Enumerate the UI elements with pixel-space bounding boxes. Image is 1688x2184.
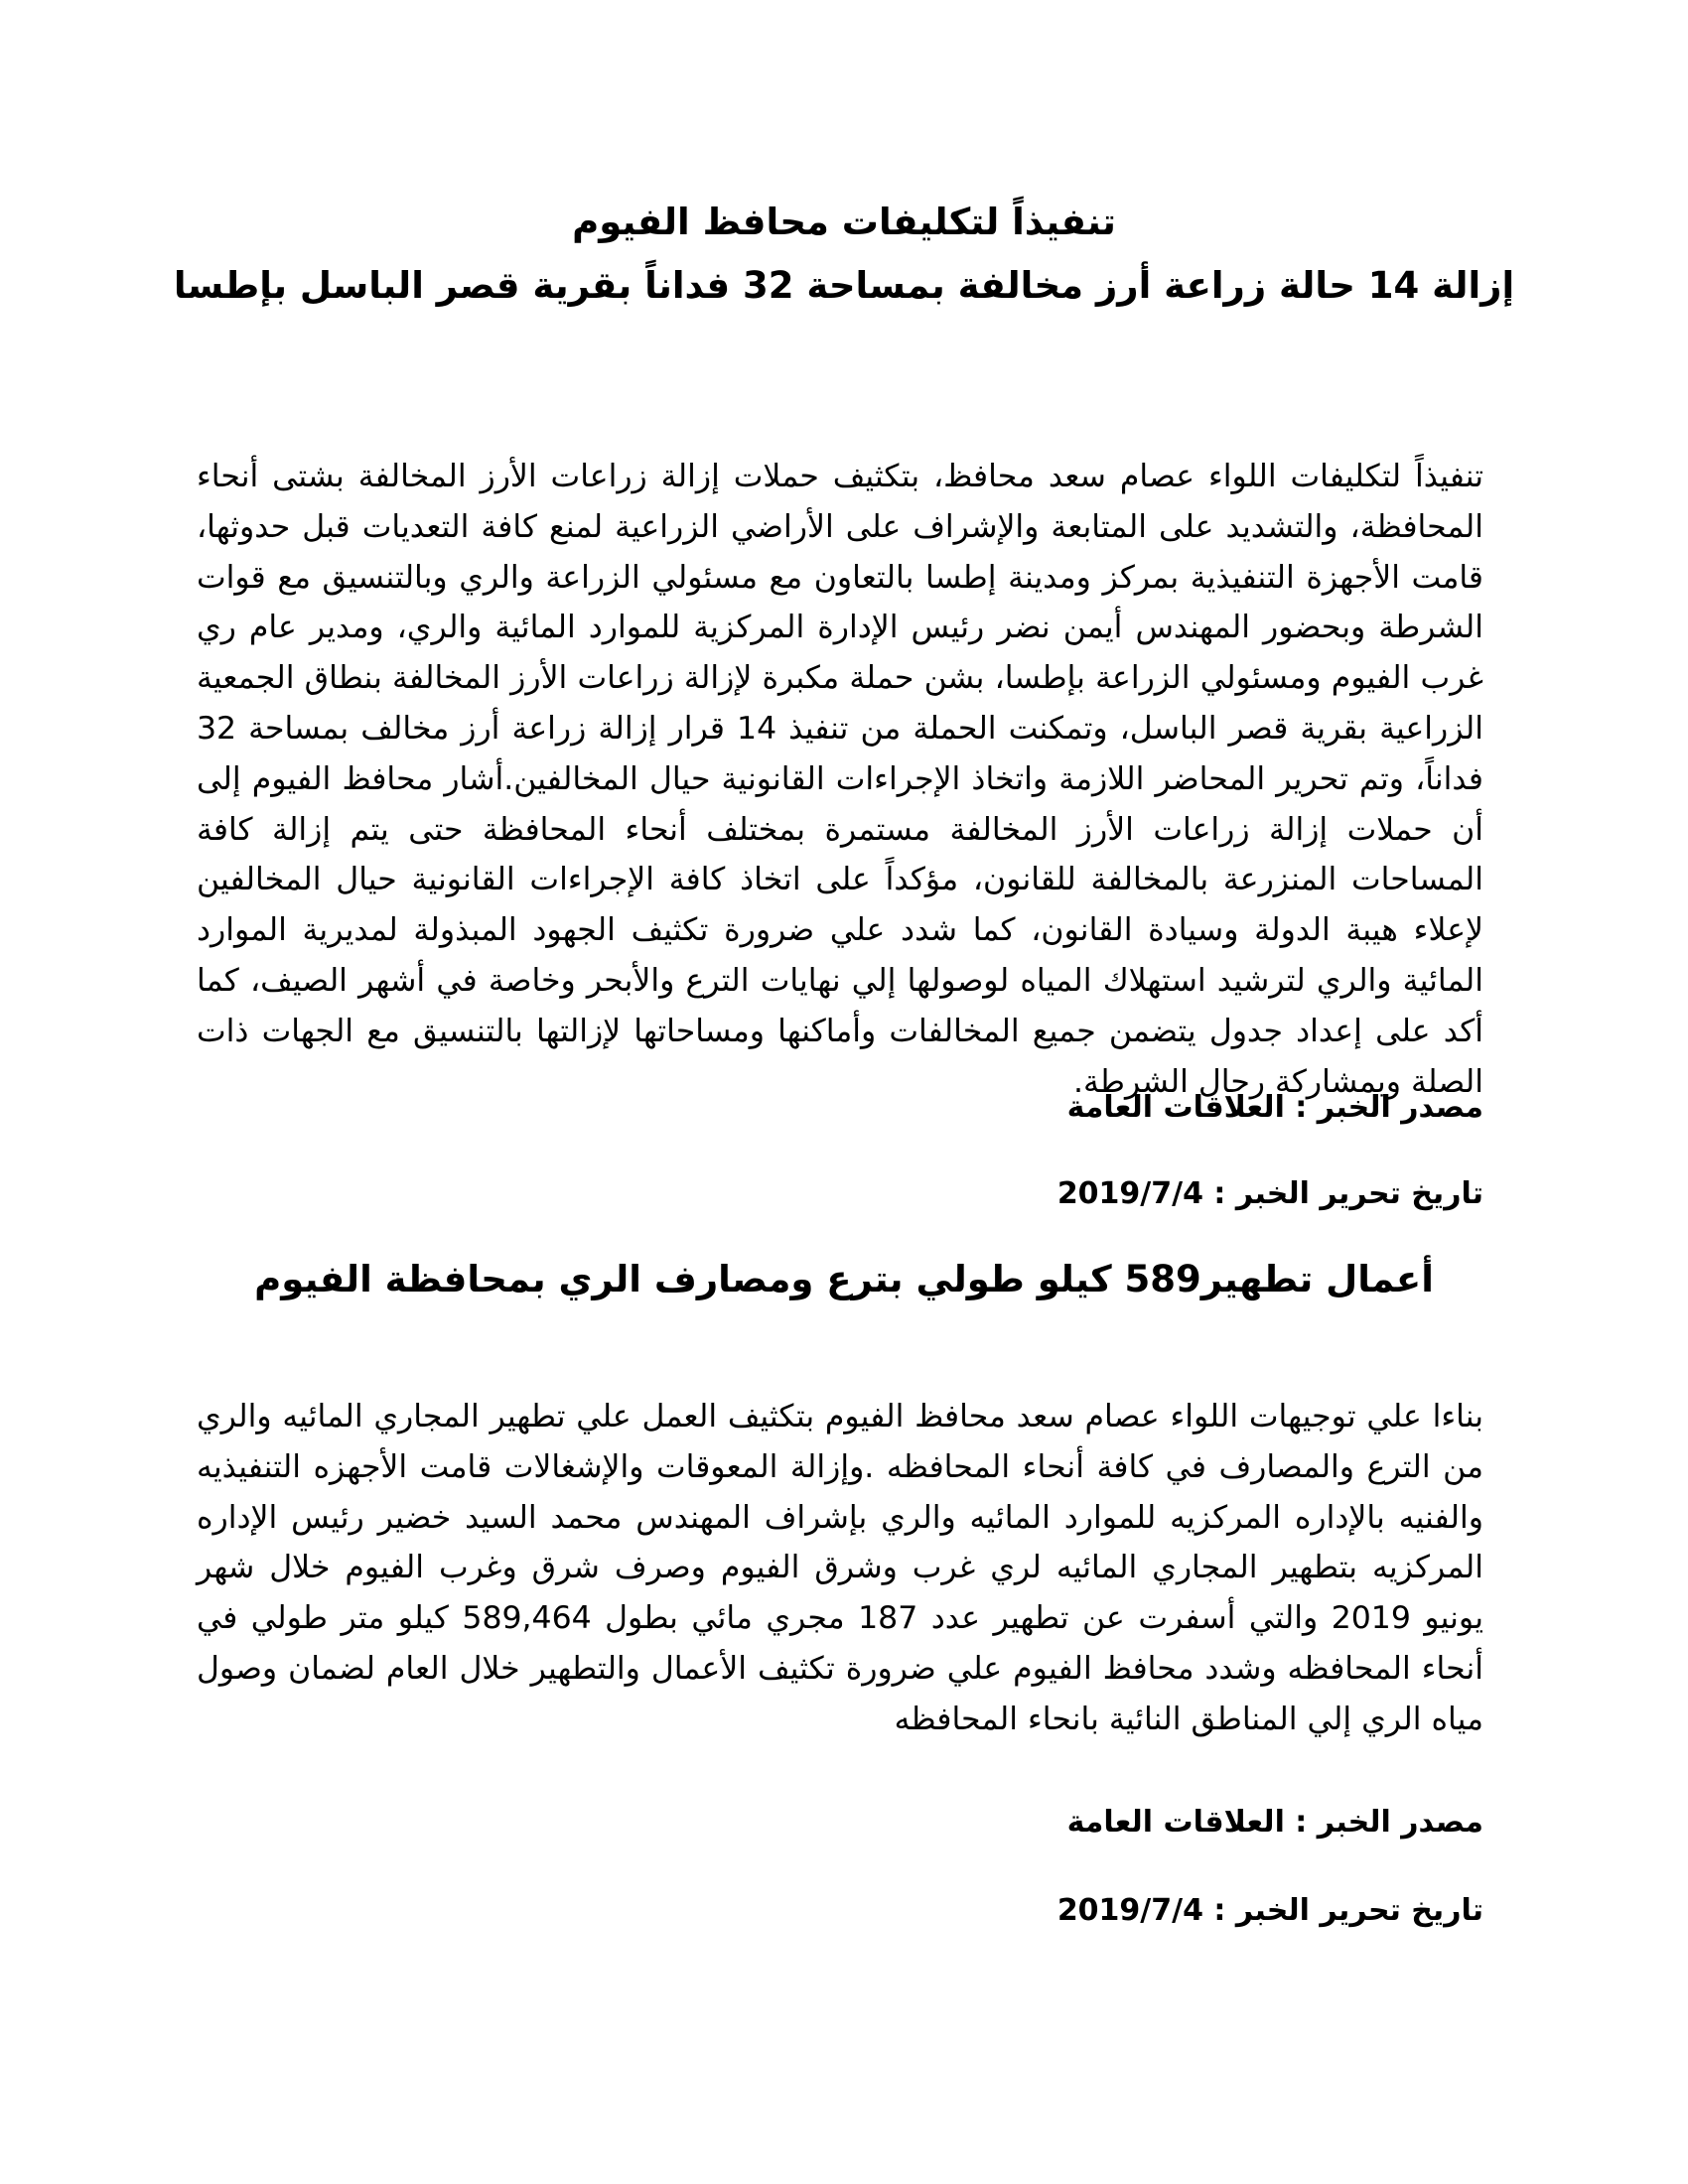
article2-body: بناءا علي توجيهات اللواء عصام سعد محافظ الفيوم بتكثيف العمل علي تطهير المجاري المائيه والري من الترع والمصارف في كافة أنحاء المحافظه .وإزالة المعوقات والإشغالات قامت الأجهزه التنفيذيه والفنيه بالإداره المركزيه للموارد المائيه والري بإشراف المهندس محمد السيد خضير رئيس الإداره المركزيه بتطهير المجاري المائيه لري غرب وشرق الفيوم وصرف شرق وغرب الفيوم خلال شهر يونيو 2019 والتي أسفرت عن تطهير عدد 187 مجري مائي بطول 589,464 كيلو متر طولي في أنحاء المحافظه وشدد محافظ الفيوم علي ضرورة تكثيف الأعمال والتطهير خلال العام لضمان وصول مياه الري إلي المناطق النائية بانحاء المحافظه: [197, 1399, 1483, 1737]
article1-date: تاريخ تحرير الخبر : 2019/7/4: [1056, 1176, 1483, 1211]
article1-body: تنفيذاً لتكليفات اللواء عصام سعد محافظ، بتكثيف حملات إزالة زراعات الأرز المخالفة بشتى أنحاء المحافظة، والتشديد على المتابعة والإشراف على الأراضي الزراعية لمنع كافة التعديات قبل حدوثها، قامت الأجهزة التنفيذية بمركز ومدينة إطسا بالتعاون مع مسئولي الزراعة والري وبالتنسيق مع قوات الشرطة وبحضور المهندس أيمن نضر رئيس الإدارة المركزية للموارد المائية والري، ومدير عام ري غرب الفيوم ومسئولي الزراعة بإطسا، بشن حملة مكبرة لإزالة زراعات الأرز المخالفة بنطاق الجمعية الزراعية بقرية قصر الباسل، وتمكنت الحملة من تنفيذ 14 قرار إزالة زراعة أرز مخالف بمساحة 32 فداناً، وتم تحرير المحاضر اللازمة واتخاذ الإجراءات القانونية حيال المخالفين.أشار محافظ الفيوم إلى أن حملات إزالة زراعات الأرز المخالفة مستمرة بمختلف أنحاء المحافظة حتى يتم إزالة كافة المساحات المنزرعة بالمخالفة للقانون، مؤكداً على اتخاذ كافة الإجراءات القانونية حيال المخالفين لإعلاء هيبة الدولة وسيادة القانون، كما شدد علي ضرورة تكثيف الجهود المبذولة لمديرية الموارد المائية والري لترشيد استهلاك المياه لوصولها إلي نهايات الترع والأبحر وخاصة في أشهر الصيف، كما أكد على إعداد جدول يتضمن جميع المخالفات وأماكنها ومساحاتها لإزالتها بالتنسيق مع الجهات ذات الصلة وبمشاركة رجال الشرطة.: [197, 459, 1483, 1100]
article1-source: مصدر الخبر : العلاقات العامة: [1066, 1090, 1483, 1125]
article2-date: تاريخ تحرير الخبر : 2019/7/4: [1056, 1893, 1483, 1928]
article2-source: مصدر الخبر : العلاقات العامة: [1066, 1805, 1483, 1840]
article1-title-line1: تنفيذاً لتكليفات محافظ الفيوم: [572, 201, 1116, 243]
article1-title-line2: إزالة 14 حالة زراعة أرز مخالفة بمساحة 32 فداناً بقرية قصر الباسل بإطسا: [173, 264, 1515, 307]
article2-title: أعمال تطهير589 كيلو طولي بترع ومصارف الري بمحافظة الفيوم: [254, 1258, 1434, 1300]
